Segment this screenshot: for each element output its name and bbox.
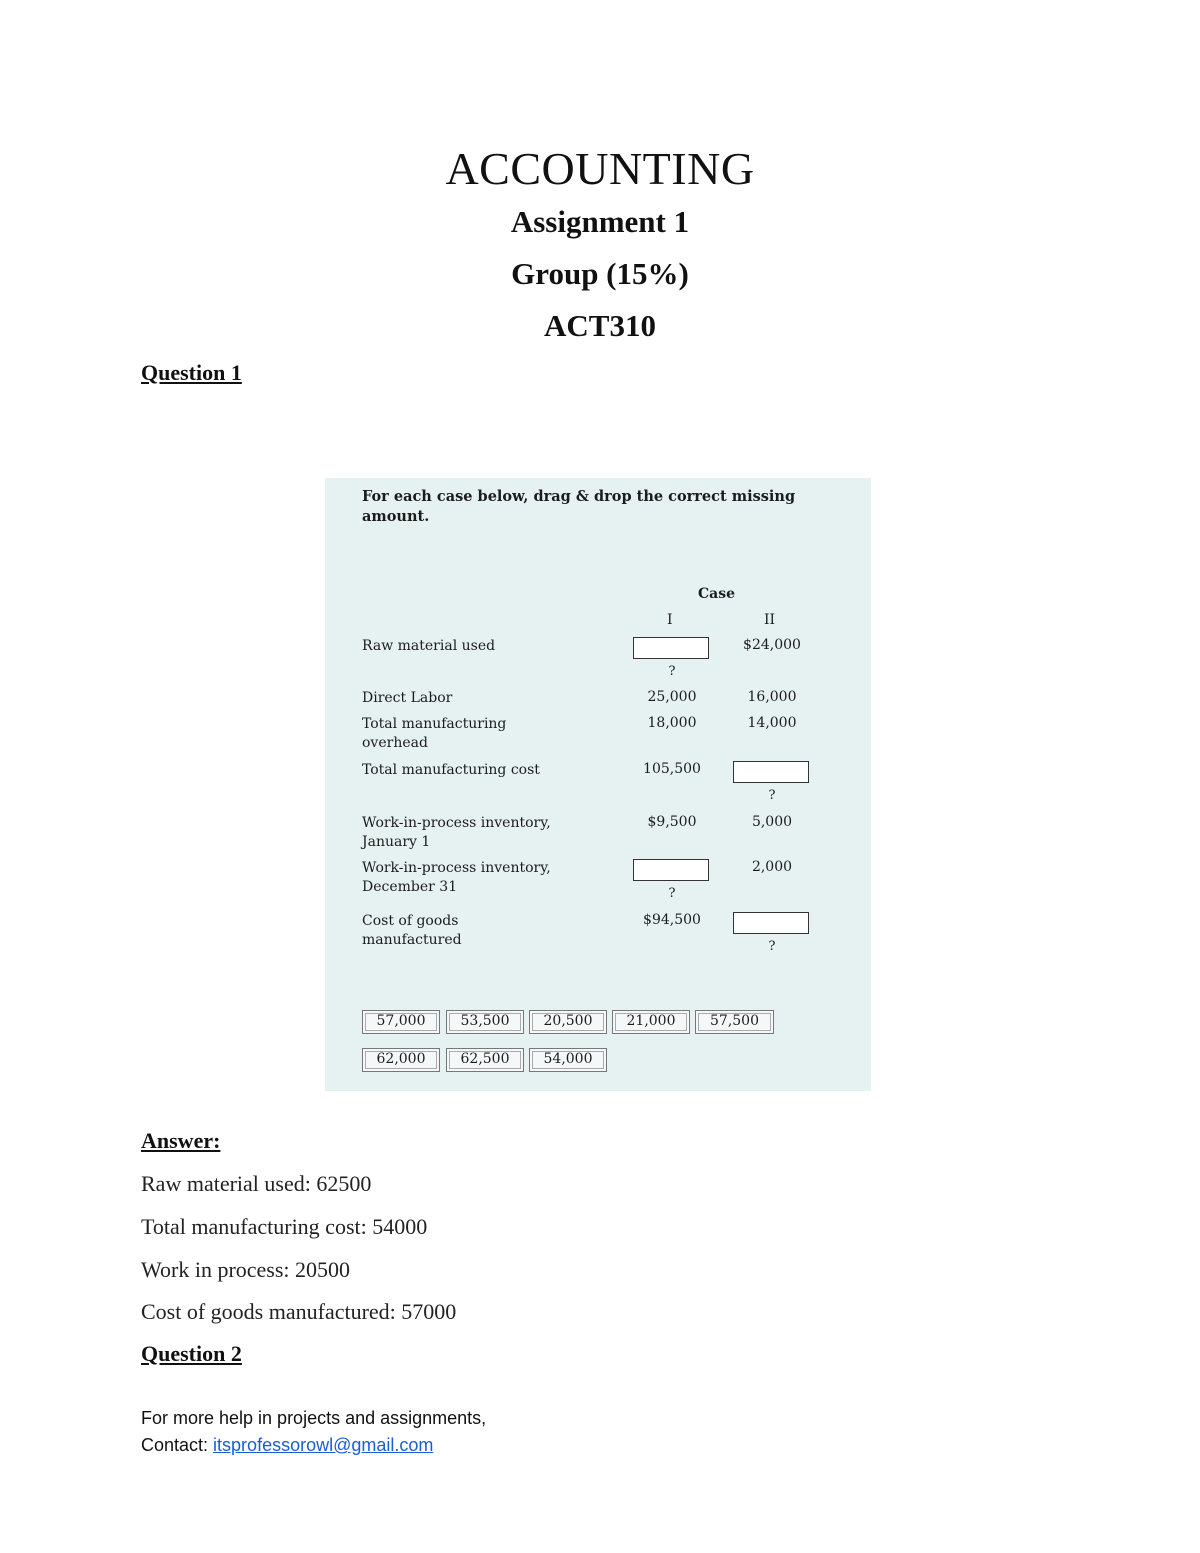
group-title: Group (15%) — [511, 256, 689, 291]
row-label-wip-jan: Work-in-process inventory, January 1 — [362, 815, 551, 850]
question-1-heading: Question 1 — [141, 360, 242, 385]
answer-line: Work in process: 20500 — [141, 1257, 351, 1282]
option-chip[interactable]: 62,000 — [362, 1048, 440, 1072]
missing-marker: ? — [668, 886, 676, 901]
value-direct-labor-case2: 16,000 — [747, 689, 797, 705]
value-direct-labor-case1: 25,000 — [647, 689, 697, 705]
row-label-raw-material: Raw material used — [362, 638, 496, 654]
missing-marker: ? — [768, 939, 776, 954]
case-header: Case — [698, 586, 736, 602]
drag-drop-panel — [325, 478, 871, 1091]
drop-target-cogm-case2[interactable] — [733, 912, 809, 934]
case-column-ii: II — [764, 612, 776, 628]
assignment-title: Assignment 1 — [510, 204, 690, 239]
case-column-i: I — [667, 612, 673, 628]
row-label-overhead: Total manufacturing overhead — [362, 716, 507, 751]
panel-instruction: For each case below, drag & drop the correct missing amount. — [362, 488, 796, 525]
missing-marker: ? — [768, 788, 776, 803]
row-label-total-mfg-cost: Total manufacturing cost — [362, 762, 540, 778]
missing-marker: ? — [668, 664, 676, 679]
value-overhead-case1: 18,000 — [647, 715, 697, 731]
answer-line: Cost of goods manufactured: 57000 — [141, 1299, 457, 1324]
contact-line — [141, 1432, 486, 1459]
row-label-cogm: Cost of goods manufactured — [362, 913, 462, 948]
email-link[interactable]: itsprofessorowl@gmail.com — [213, 1435, 434, 1455]
drop-target-wip-dec-case1[interactable] — [633, 859, 709, 881]
contact-label: Contact: — [141, 1435, 214, 1455]
value-overhead-case2: 14,000 — [747, 715, 797, 731]
drop-target-total-mfg-cost-case2[interactable] — [733, 761, 809, 783]
answer-line: Raw material used: 62500 — [141, 1171, 372, 1196]
option-chip[interactable]: 62,500 — [446, 1048, 524, 1072]
value-wip-jan-case1: $9,500 — [647, 814, 697, 830]
option-chip[interactable]: 53,500 — [446, 1010, 524, 1034]
option-chip[interactable]: 57,500 — [695, 1010, 774, 1034]
option-chip[interactable]: 20,500 — [529, 1010, 607, 1034]
footer-contact — [141, 1405, 486, 1459]
answer-heading: Answer: — [141, 1128, 221, 1153]
value-raw-material-case2: $24,000 — [743, 637, 801, 653]
value-wip-dec-case2: 2,000 — [751, 859, 793, 875]
option-chip[interactable]: 21,000 — [612, 1010, 690, 1034]
option-chip[interactable]: 54,000 — [529, 1048, 607, 1072]
value-total-mfg-cost-case1: 105,500 — [643, 761, 701, 777]
help-text: For more help in projects and assignments, — [141, 1408, 487, 1428]
value-cogm-case1: $94,500 — [643, 912, 701, 928]
row-label-direct-labor: Direct Labor — [362, 690, 453, 706]
value-wip-jan-case2: 5,000 — [751, 814, 793, 830]
row-label-wip-dec: Work-in-process inventory, December 31 — [362, 860, 551, 895]
answer-line: Total manufacturing cost: 54000 — [141, 1214, 428, 1239]
course-code: ACT310 — [544, 308, 656, 343]
option-chip[interactable]: 57,000 — [362, 1010, 440, 1034]
drop-target-raw-material-case1[interactable] — [633, 637, 709, 659]
document-title: ACCOUNTING — [445, 143, 755, 194]
question-2-heading: Question 2 — [141, 1341, 242, 1366]
